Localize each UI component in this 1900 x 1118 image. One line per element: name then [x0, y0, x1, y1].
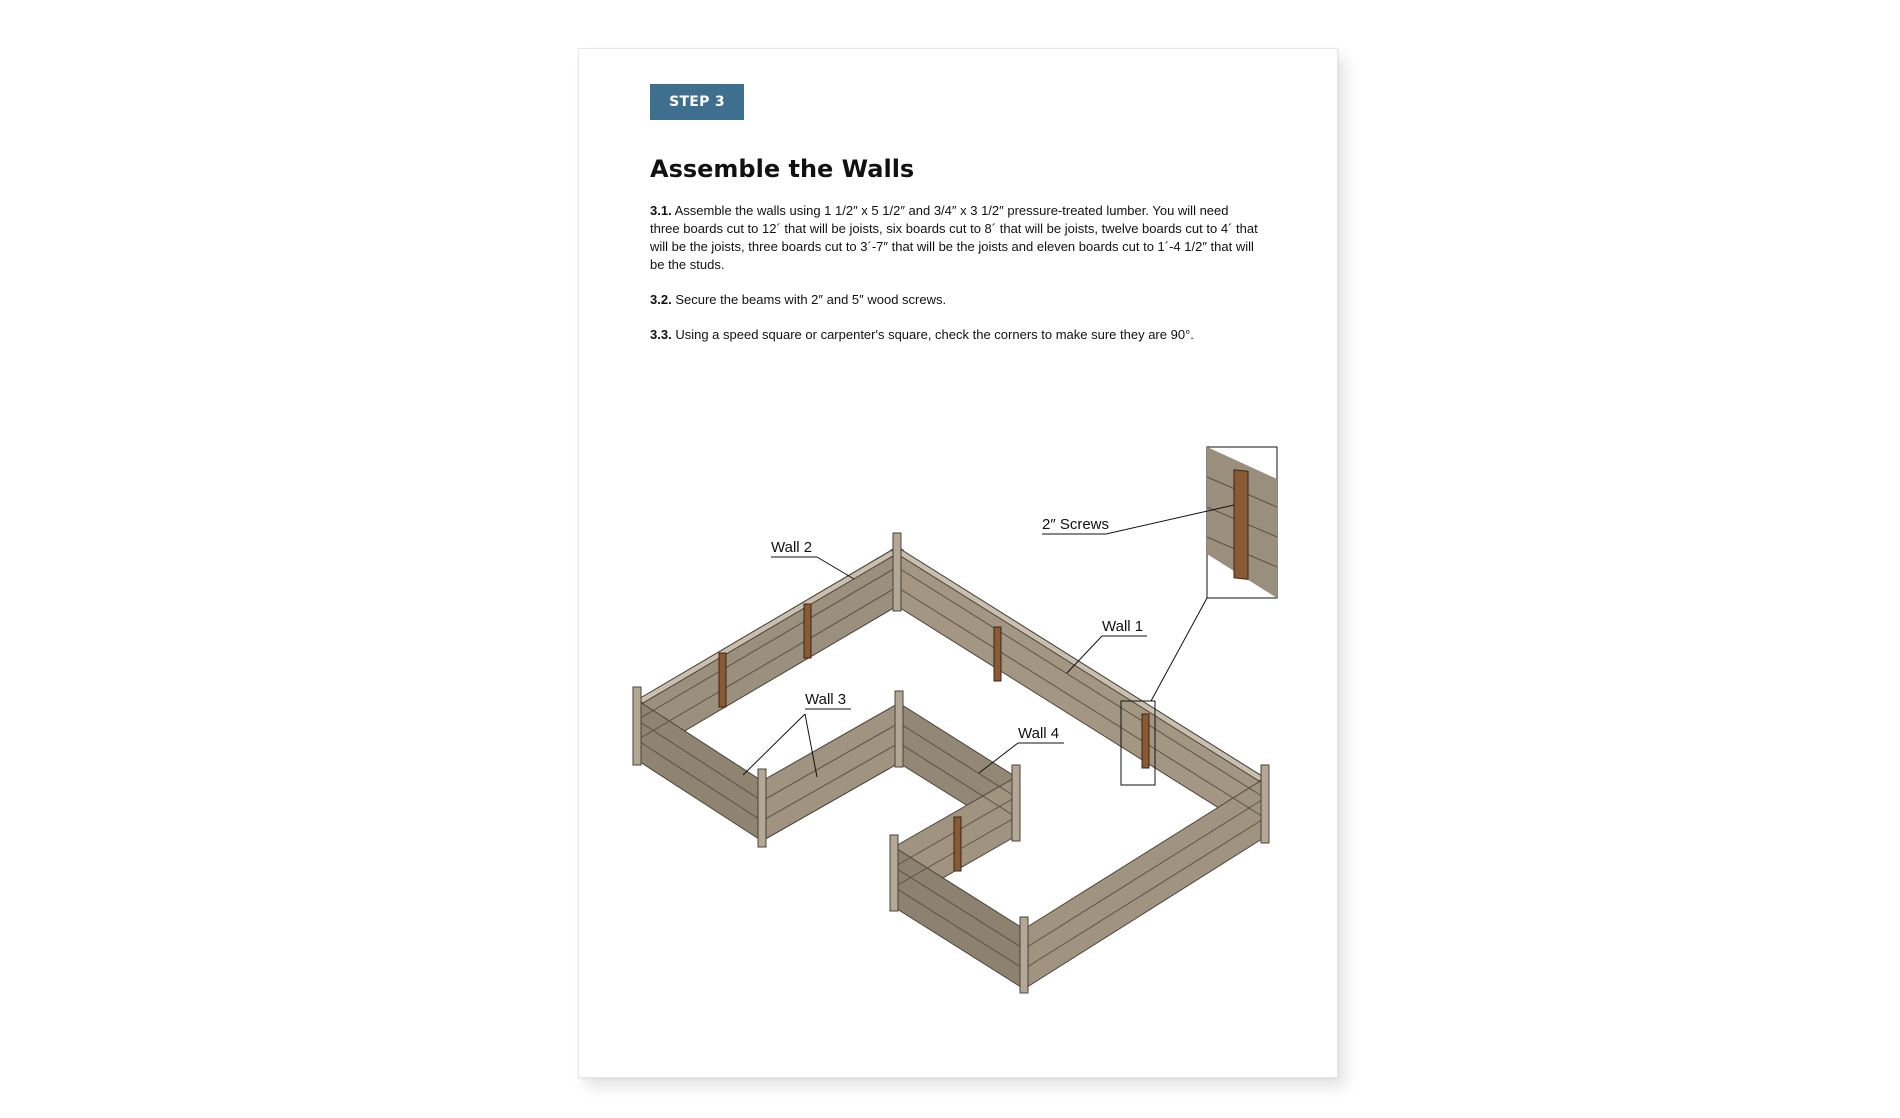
label-wall-1: Wall 1: [1102, 618, 1144, 635]
label-screws: 2″ Screws: [1042, 516, 1109, 533]
wall-3-panel: [762, 703, 899, 841]
step-text: Secure the beams with 2″ and 5″ wood screws.: [675, 292, 947, 307]
page-title: Assemble the Walls: [650, 155, 915, 183]
label-wall-2: Wall 2: [771, 539, 813, 556]
post: [1020, 917, 1028, 993]
screw-plate: [804, 604, 811, 658]
post: [758, 769, 766, 847]
screw-plate: [1142, 714, 1149, 768]
step-number: 3.1.: [650, 203, 672, 218]
step-number: 3.2.: [650, 292, 672, 307]
post: [1012, 765, 1020, 841]
label-wall-3: Wall 3: [805, 691, 847, 708]
screw-plate: [954, 817, 961, 871]
screw-plate: [719, 653, 726, 707]
wall-front-panel: [1024, 778, 1265, 989]
step-number: 3.3.: [650, 327, 672, 342]
document-page: [578, 48, 1338, 1078]
post: [895, 691, 903, 767]
step-text: Assemble the walls using 1 1/2″ x 5 1/2″ and 3/4″ x 3 1/2″ pressure-treated lumber. You will need three boards cut to 12´ that will be joists, six boards cut to 8´ that will be joists, twelve boards cut to 4´ that will be the joists, three boards cut to 3´-7″ that will be the joists and eleven boards cut to 1´-4 1/2″ that will be the studs.: [650, 203, 1258, 272]
raised-bed-diagram: [579, 49, 1339, 1079]
post: [633, 687, 641, 765]
step-text: Using a speed square or carpenter's square, check the corners to make sure they are 90°.: [675, 327, 1194, 342]
step-badge: STEP 3: [650, 84, 744, 120]
post: [1261, 765, 1269, 843]
post: [893, 533, 901, 611]
post: [890, 835, 898, 911]
screw-detail-inset: [1207, 447, 1277, 598]
label-wall-4: Wall 4: [1018, 725, 1060, 742]
screw-plate: [994, 627, 1001, 681]
